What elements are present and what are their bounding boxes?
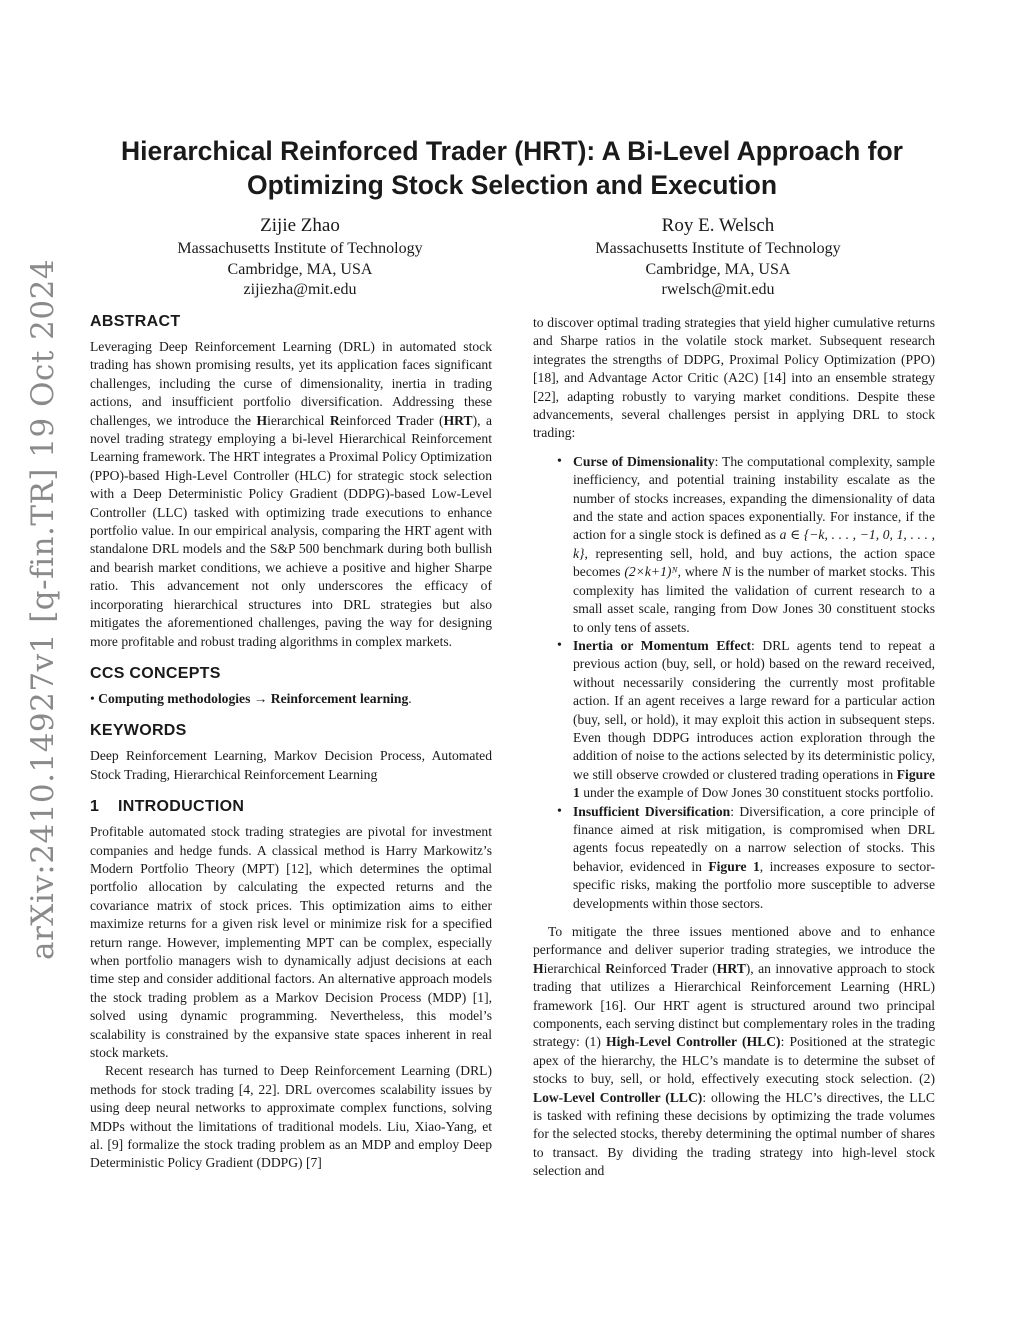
author-1 xyxy=(120,213,480,301)
keywords-text: Deep Reinforcement Learning, Markov Decision Process, Automated Stock Trading, Hierarchical Reinforcement Learning xyxy=(90,748,492,782)
list-item: • Curse of Dimensionality: The computational complexity, sample inefficiency, and potential training instability escalate as the number of stocks increases, expanding the dimensionality of data and the state and action spaces exponentially. For instance, if the action for a single stock is defined as a ∈ {−k, . . . , −1, 0, 1, . . . , k}, representing sell, hold, and buy actions, the action space becomes (2×k+1)ᴺ, where N is the number of market stocks. This complexity has limited the validation of current research to a small asset scale, ranging from Dow Jones 30 constituent stocks to only tens of assets. xyxy=(573,453,935,637)
author-email[interactable]: rwelsch@mit.edu xyxy=(661,281,775,298)
paper-title: Hierarchical Reinforced Trader (HRT): A Bi-Level Approach for Optimizing Stock Selection and Execution xyxy=(121,136,903,200)
intro-paragraph-1: Profitable automated stock trading strategies are pivotal for investment companies and hedge funds. A classical method is Harry Markowitz’s Modern Portfolio Theory (MPT) [12], which determines the optimal portfolio allocation by calculating the expected returns and the covariance matrix of stock prices. This optimization aims to either maximize returns for a given risk level or minimize risk for a specified return range. However, implementing MPT can be complex, especially when portfolio managers wish to dynamically adjust decisions at each time step and consider additional factors. An alternative approach models the stock trading problem as a Markov Decision Process (MDP) [1], solved using dynamic programming. Nevertheless, this model’s scalability is constrained by the expansive state spaces inherent in real stock markets. xyxy=(90,824,492,1060)
ccs-concepts: • Computing methodologies → Reinforcement learning. xyxy=(90,690,412,706)
abstract-text: Leveraging Deep Reinforcement Learning (DRL) in automated stock trading has shown promising results, yet its application faces significant challenges, including the curse of dimensionality, inertia in trading actions, and insufficient portfolio diversification. Addressing these challenges, we introduce the Hierarchical Reinforced Trader (HRT), a novel trading strategy employing a bi-level Hierarchical Reinforcement Learning framework. The HRT integrates a Proximal Policy Optimization (PPO)-based High-Level Controller (HLC) for strategic stock selection with a Deep Deterministic Policy Gradient (DDPG)-based Low-Level Controller (LLC) tasked with optimizing trade executions to enhance portfolio value. In our empirical analysis, comparing the HRT agent with standalone DRL models and the S&P 500 benchmark during both bullish and bearish market conditions, we achieve a positive and higher Sharpe ratio. This advancement not only underscores the efficacy of incorporating hierarchical structures into DRL strategies but also mitigates the aforementioned challenges, paving the way for designing more profitable and robust trading algorithms in complex markets. xyxy=(90,339,493,649)
author-name: Zijie Zhao xyxy=(260,215,340,236)
author-email[interactable]: zijiezha@mit.edu xyxy=(243,281,357,298)
intro-paragraph-3: to discover optimal trading strategies that yield higher cumulative returns and Sharpe ratios in the volatile stock market. Subsequent research integrates the strengths of DDPG, Proximal Policy Optimization (PPO) [18], and Advantage Actor Critic (A2C) [14] into an ensemble strategy [22], adapting robustly to varying market conditions. Despite these advancements, several challenges persist in applying DRL to stock trading: xyxy=(533,315,935,441)
arxiv-identifier[interactable]: arXiv:2410.14927v1 [q-fin.TR] 19 Oct 2024 xyxy=(25,258,61,960)
ccs-heading: CCS CONCEPTS xyxy=(90,664,221,682)
keywords-heading: KEYWORDS xyxy=(90,722,187,740)
author-2 xyxy=(538,213,898,301)
author-affiliation: Massachusetts Institute of Technology xyxy=(595,240,841,257)
author-location: Cambridge, MA, USA xyxy=(645,260,791,278)
intro-paragraph-4: To mitigate the three issues mentioned above and to enhance performance and deliver superior trading strategies, we introduce the Hierarchical Reinforced Trader (HRT), an innovative approach to stock trading that utilizes a Hierarchical Reinforcement Learning (HRL) framework [16]. Our HRT agent is structured around two principal components, each serving distinct but complementary roles in the trading strategy: (1) High-Level Controller (HLC): Positioned at the strategic apex of the hierarchy, the HLC’s mandate is to determine the subset of stocks to buy, sell, or hold, effectively executing stock selection. (2) Low-Level Controller (LLC): ollowing the HLC’s directives, the LLC is tasked with refining these decisions by optimizing the trade volumes for the selected stocks, thereby determining the optimal number of shares to transact. By dividing the trading strategy into high-level stock selection and xyxy=(533,924,935,1179)
author-affiliation: Massachusetts Institute of Technology xyxy=(177,240,423,257)
left-column xyxy=(90,312,492,1173)
author-name: Roy E. Welsch xyxy=(661,215,775,236)
challenges-list xyxy=(533,453,935,913)
list-item: • Inertia or Momentum Effect: DRL agents tend to repeat a previous action (buy, sell, or hold) based on the reward received, without necessarily considering the currently most profitable action. If an agent receives a large reward for a particular action (buy, sell, or hold), it may exploit this action in subsequent steps. Even though DDPG introduces action exploration through the addition of noise to the actions selected by its deterministic policy, we still observe crowded or clustered trading operations in Figure 1 under the example of Dow Jones 30 constituent stocks portfolio. xyxy=(573,637,935,803)
author-location: Cambridge, MA, USA xyxy=(227,260,373,278)
right-column xyxy=(533,314,935,1181)
list-item: • Insufficient Diversification: Diversification, a core principle of finance aimed at risk mitigation, is compromised when DRL agents focus repeatedly on a narrow selection of stocks. This behavior, evidenced in Figure 1, increases exposure to sector-specific risks, making the portfolio more susceptible to adverse developments within those sectors. xyxy=(573,803,935,913)
abstract-heading: ABSTRACT xyxy=(90,313,181,330)
introduction-heading: 1 INTRODUCTION xyxy=(90,798,245,816)
intro-paragraph-2: Recent research has turned to Deep Reinforcement Learning (DRL) methods for stock trading [4, 22]. DRL overcomes scalability issues by using deep neural networks to approximate complex functions, solving MDPs without the limitations of traditional models. Liu, Xiao-Yang, et al. [9] formalize the stock trading problem as an MDP and employ Deep Deterministic Policy Gradient (DDPG) [7] xyxy=(90,1063,492,1171)
